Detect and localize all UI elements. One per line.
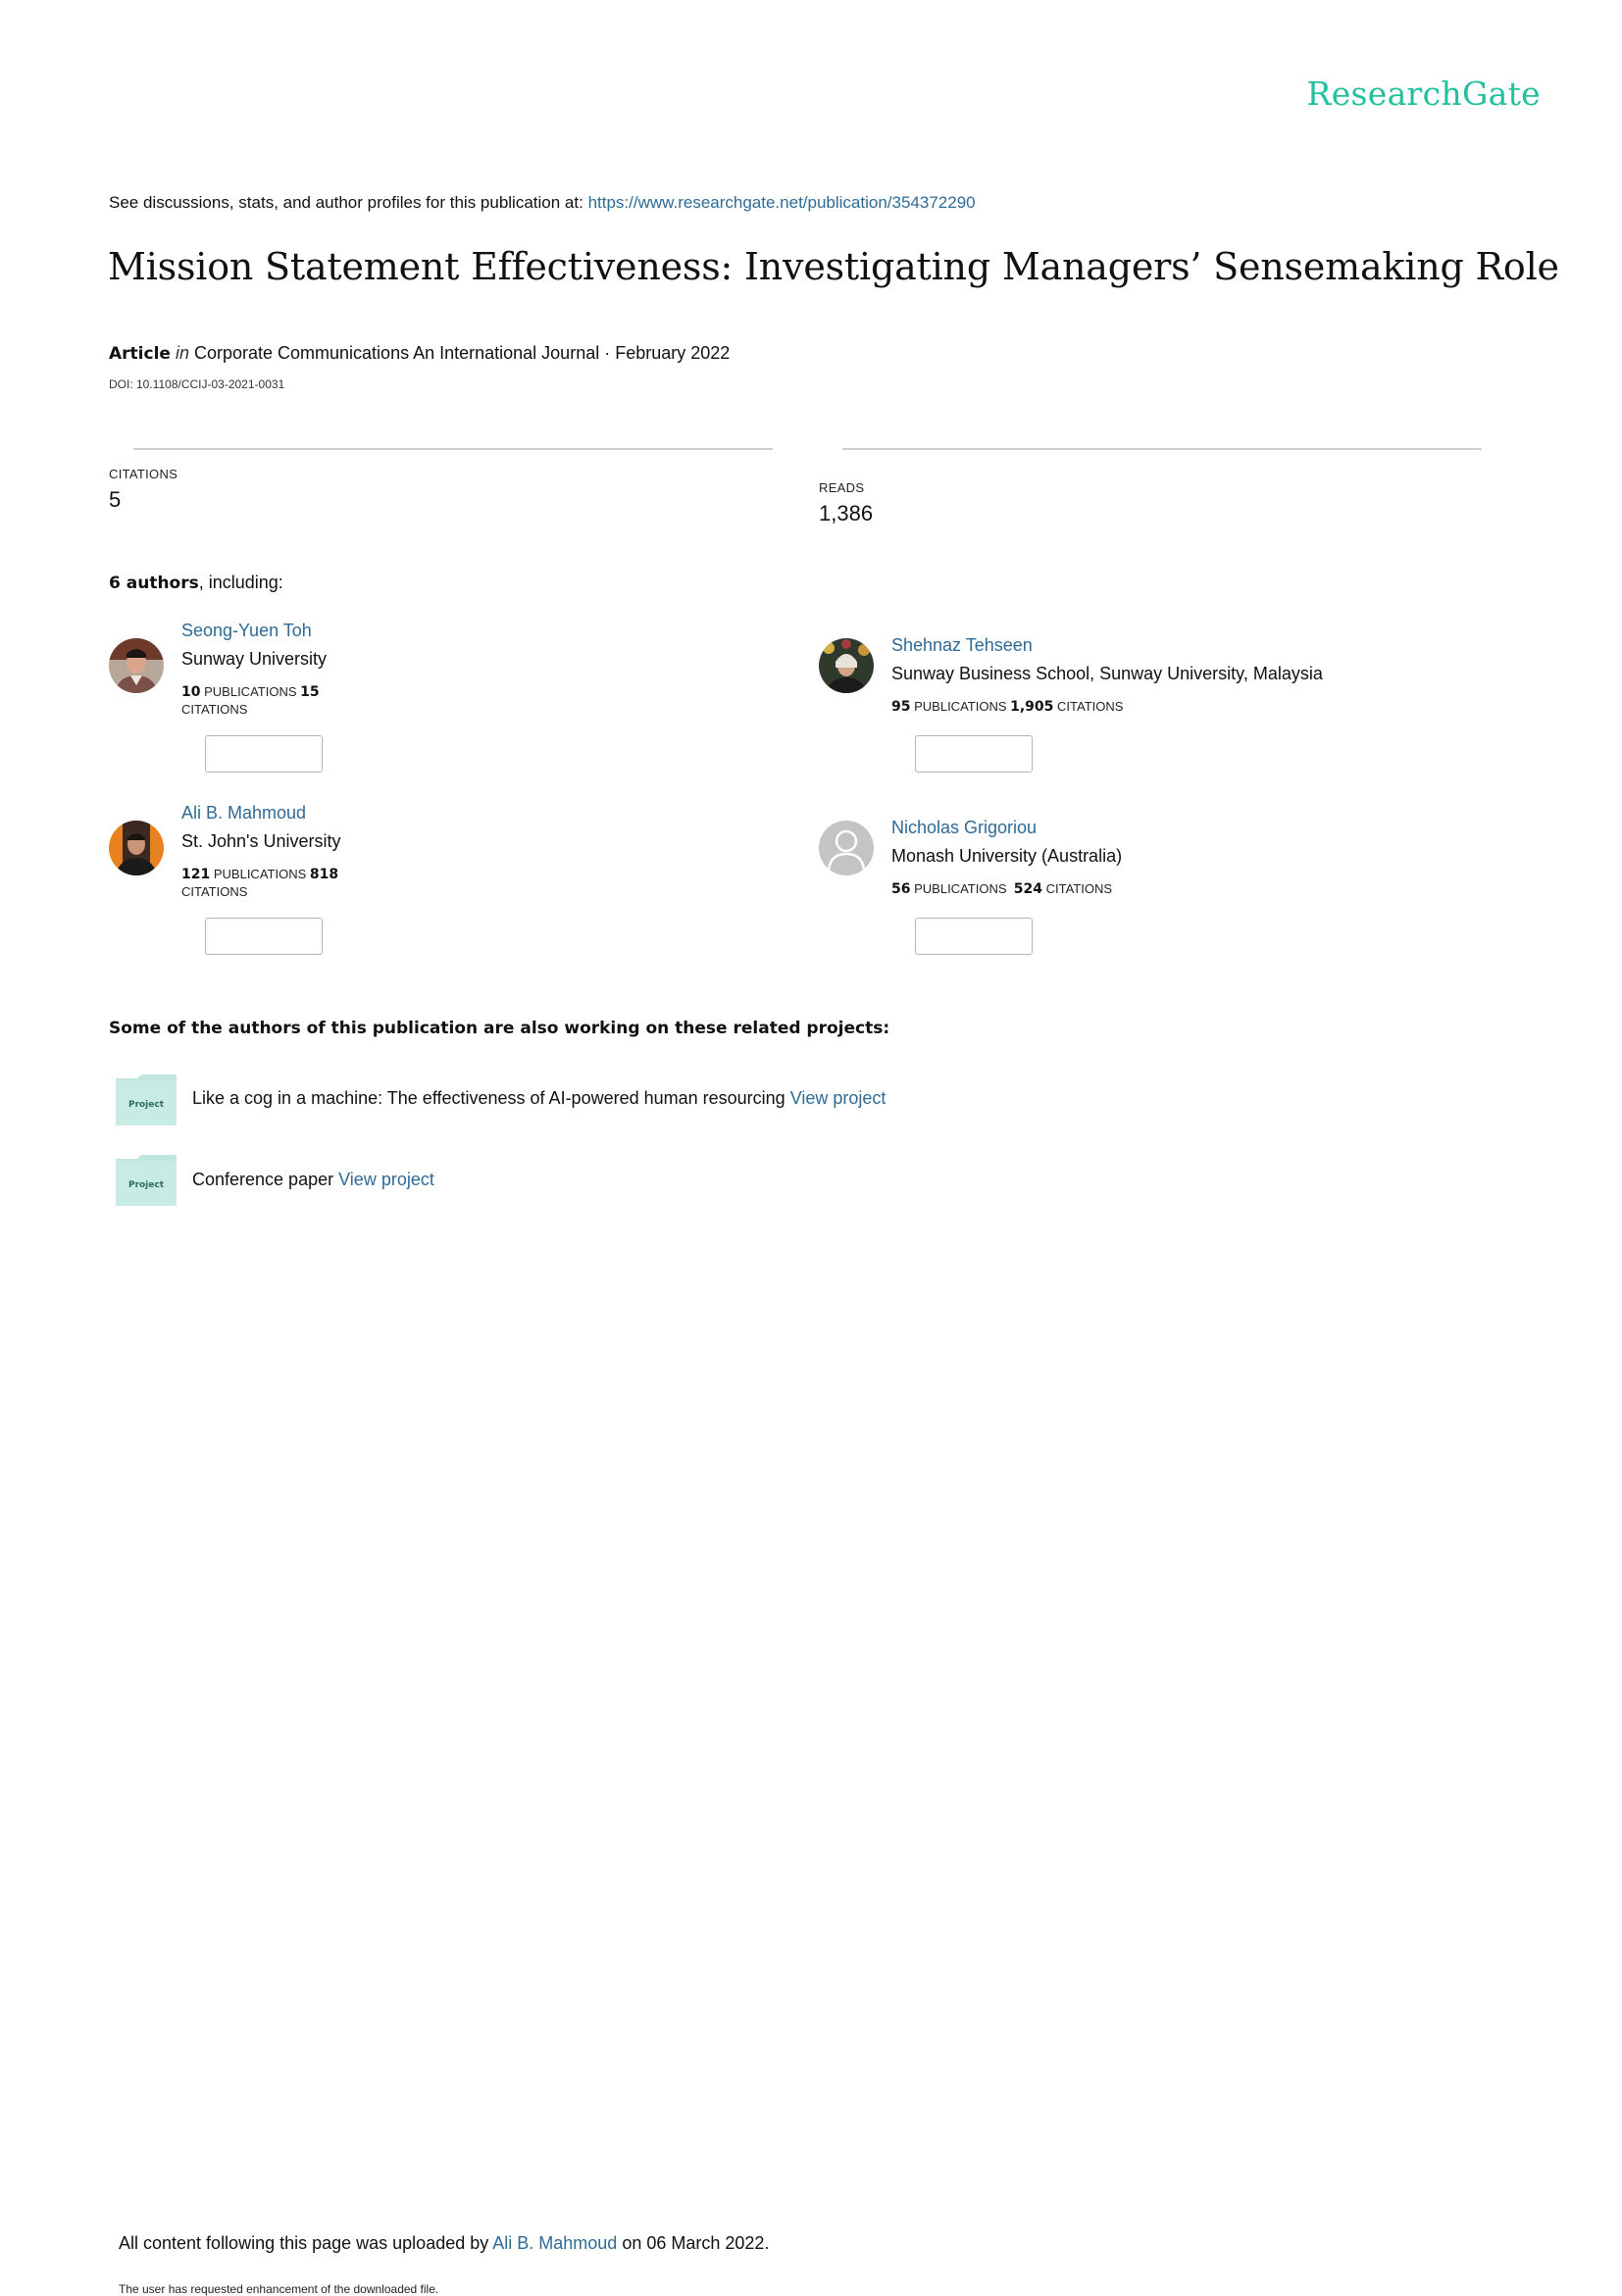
author-photo-icon (109, 821, 164, 875)
project-icon-label: Project (127, 1180, 165, 1190)
journal-and-date: Corporate Communications An International Journal · February 2022 (193, 343, 731, 363)
author-institution: Sunway University (181, 649, 328, 669)
citations-value: 5 (109, 487, 122, 512)
publications-label: PUBLICATIONS (213, 867, 307, 881)
publications-count: 95 (891, 699, 911, 715)
citations-count: 1,905 (1010, 699, 1054, 715)
follow-button[interactable] (205, 918, 323, 955)
author-stats (181, 866, 358, 901)
project-folder-icon (116, 1155, 177, 1206)
project-icon-label: Project (127, 1100, 165, 1110)
researchgate-logo[interactable]: ResearchGate (1306, 75, 1541, 113)
publications-count: 121 (181, 867, 211, 882)
publications-count: 10 (181, 684, 201, 700)
doi: DOI: 10.1108/CCIJ-03-2021-0031 (109, 377, 285, 391)
paper-title: Mission Statement Effectiveness: Investigating Managers’ Sensemaking Role (108, 245, 1559, 288)
publications-count: 56 (891, 881, 911, 897)
authors-suffix: , including: (198, 573, 283, 592)
citations-count: 524 (1013, 881, 1042, 897)
follow-button[interactable] (915, 918, 1033, 955)
project-item (192, 1170, 434, 1190)
publications-label: PUBLICATIONS (914, 699, 1007, 714)
enhancement-note: The user has requested enhancement of the downloaded file. (119, 2282, 439, 2296)
avatar[interactable] (819, 821, 874, 875)
author-name-link[interactable]: Shehnaz Tehseen (891, 635, 1033, 655)
paper-meta (109, 343, 730, 364)
project-title: Conference paper (192, 1170, 334, 1189)
in-word: in (175, 343, 189, 363)
projects-heading: Some of the authors of this publication are also working on these related projects: (109, 1019, 890, 1038)
author-institution: Sunway Business School, Sunway University, Malaysia (891, 664, 1323, 683)
author-stats (891, 698, 1123, 716)
author-stats (181, 683, 338, 719)
discussions-line (109, 193, 976, 213)
avatar[interactable] (819, 638, 874, 693)
author-name-link[interactable]: Seong-Yuen Toh (181, 621, 312, 640)
follow-button[interactable] (205, 735, 323, 773)
reads-value: 1,386 (819, 501, 874, 525)
citations-count: 15 (300, 684, 320, 700)
citations-label-small: CITATIONS (181, 884, 248, 899)
authors-count: 6 authors (109, 574, 199, 593)
citations-count: 818 (309, 867, 339, 882)
view-project-link[interactable]: View project (789, 1088, 887, 1108)
discussions-text: See discussions, stats, and author profiles for this publication at: (109, 193, 583, 212)
publications-label: PUBLICATIONS (914, 881, 1007, 896)
project-folder-icon (116, 1074, 177, 1125)
publication-url-link[interactable]: https://www.researchgate.net/publication/354372290 (587, 193, 976, 212)
author-institution: St. John's University (181, 831, 341, 851)
citations-label: CITATIONS (109, 467, 178, 481)
follow-button[interactable] (915, 735, 1033, 773)
author-institution: Monash University (Australia) (891, 846, 1123, 866)
avatar[interactable] (109, 821, 164, 875)
citations-label-small: CITATIONS (1057, 699, 1124, 714)
author-photo-icon (109, 638, 164, 693)
project-item (192, 1088, 886, 1109)
author-name-link[interactable]: Nicholas Grigoriou (891, 818, 1038, 837)
citations-label-small: CITATIONS (1045, 881, 1112, 896)
author-stats (891, 880, 1112, 898)
reads-divider (842, 448, 1482, 450)
upload-prefix: All content following this page was uploaded by (119, 2233, 489, 2253)
citations-label-small: CITATIONS (181, 702, 248, 717)
avatar[interactable] (109, 638, 164, 693)
default-user-icon (819, 821, 874, 875)
citations-divider (133, 448, 773, 450)
article-type: Article (109, 344, 171, 364)
author-photo-icon (819, 638, 874, 693)
project-title: Like a cog in a machine: The effectiveness of AI-powered human resourcing (192, 1088, 786, 1108)
author-name-link[interactable]: Ali B. Mahmoud (181, 803, 307, 823)
view-project-link[interactable]: View project (338, 1170, 434, 1189)
publications-label: PUBLICATIONS (204, 684, 297, 699)
upload-suffix: on 06 March 2022. (622, 2233, 770, 2253)
authors-heading (109, 573, 283, 593)
reads-label: READS (819, 480, 865, 495)
uploader-link[interactable]: Ali B. Mahmoud (492, 2233, 618, 2253)
upload-note (119, 2233, 769, 2254)
